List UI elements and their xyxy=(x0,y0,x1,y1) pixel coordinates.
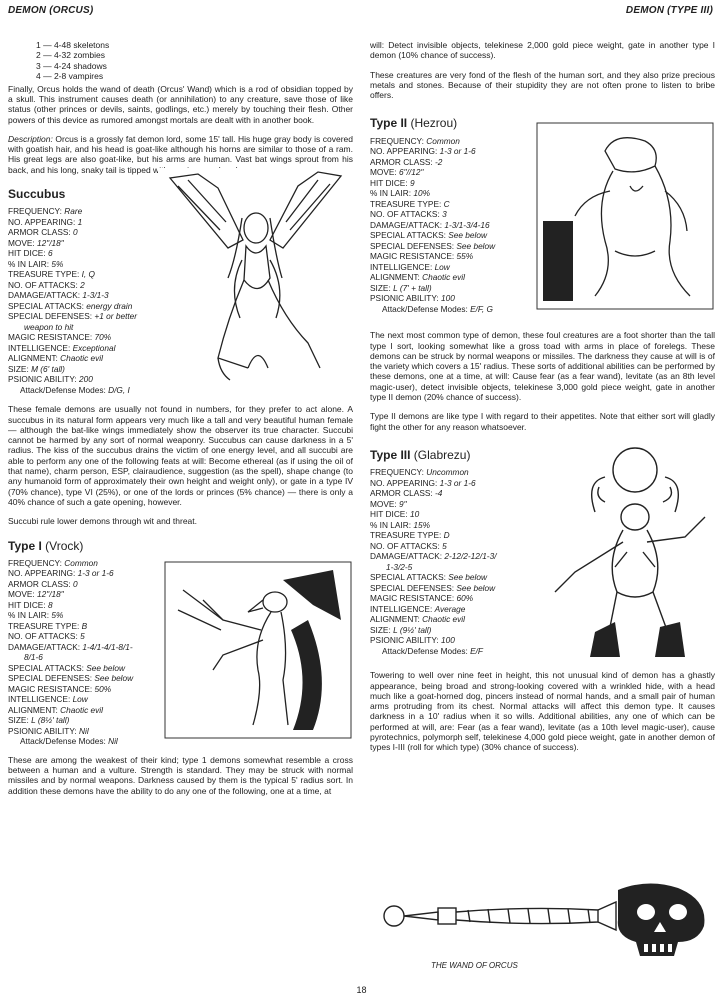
stat-value: 9 xyxy=(409,177,415,188)
stat-value: 60% xyxy=(456,593,474,604)
stat-label: NO. APPEARING: xyxy=(8,216,78,227)
stat-value: 8 xyxy=(47,599,53,610)
type2-name: (Hezrou) xyxy=(410,116,458,131)
description-label: Description: xyxy=(8,133,53,144)
stat-value: 6 xyxy=(47,248,53,259)
stat-label: NO. APPEARING: xyxy=(8,568,78,579)
stat-label: TREASURE TYPE: xyxy=(370,530,444,541)
stat-value: 0 xyxy=(73,227,78,238)
stat-label: TREASURE TYPE: xyxy=(370,198,444,209)
glabrezu-illustration xyxy=(535,442,715,662)
stat-label: FREQUENCY: xyxy=(370,135,427,146)
stat-label: SPECIAL ATTACKS: xyxy=(370,230,449,241)
stat-value: 100 xyxy=(441,293,455,304)
stat-value: 10% xyxy=(413,188,430,199)
stat-label: NO. APPEARING: xyxy=(370,146,440,157)
stat-label: INTELLIGENCE: xyxy=(8,342,73,353)
stat-label: ARMOR CLASS: xyxy=(370,156,436,167)
stat-label: ALIGNMENT: xyxy=(8,353,61,364)
stat-label: MAGIC RESISTANCE: xyxy=(370,593,457,604)
stat-label: MOVE: xyxy=(8,237,38,248)
type2-paragraph-2: Type II demons are like type I with regard to their appetites. Note that either sort will gladly fight the other for any reason whatsoever. xyxy=(370,411,715,432)
stat-label: SPECIAL ATTACKS: xyxy=(8,662,87,673)
stat-label: NO. APPEARING: xyxy=(370,477,440,488)
page-number: 18 xyxy=(356,985,367,995)
stat-value: 1-3/1-3/4-16 xyxy=(444,219,490,230)
stat-label: INTELLIGENCE: xyxy=(8,694,73,705)
stat-value: 1-3 or 1-6 xyxy=(439,477,476,488)
stat-value: D/G, I xyxy=(108,384,130,395)
stat-value: 50% xyxy=(94,683,112,694)
stat-value: 12"/18" xyxy=(37,237,64,248)
stat-value: Average xyxy=(434,603,466,614)
stat-label: SPECIAL DEFENSES: xyxy=(370,582,457,593)
stat-label: Attack/Defense Modes: xyxy=(20,736,109,747)
stat-label: NO. OF ATTACKS: xyxy=(8,279,81,290)
stat-label: NO. OF ATTACKS: xyxy=(370,540,443,551)
stat-value: 8/1-6 xyxy=(24,652,43,663)
stat-value: 1-3/1-3 xyxy=(82,290,109,301)
list-item: 4 — 2-8 vampires xyxy=(36,71,104,82)
succubus-heading: Succubus xyxy=(8,187,66,201)
stat-value: Chaotic evil xyxy=(422,614,465,625)
stat-label: ALIGNMENT: xyxy=(370,614,423,625)
wand-paragraph: Finally, Orcus holds the wand of death (Orcus' Wand) which is a rod of obsidian topped by a skull. This instrument causes death (or annihilation) to any creature, save those of like status (other princes or devils, saints, godlings, etc.) merely by touching their flesh. Other powers of this device as rumored amongst mortals are dealt with in another book. xyxy=(8,83,353,125)
type3-block xyxy=(370,467,715,656)
stat-label: SIZE: xyxy=(370,282,394,293)
type3-title: Type III xyxy=(370,447,411,462)
stat-value: 2-12/2-12/1-3/ xyxy=(444,551,497,562)
stat-value: 15% xyxy=(413,519,430,530)
stat-label: PSIONIC ABILITY: xyxy=(370,635,442,646)
stat-value: 5 xyxy=(442,540,447,551)
stat-value: Chaotic evil xyxy=(422,272,465,283)
type2-title: Type II xyxy=(370,116,408,131)
stat-value: Common xyxy=(64,557,98,568)
stat-value: -2 xyxy=(435,156,443,167)
stat-value: B xyxy=(81,620,88,631)
stat-value: Uncommon xyxy=(426,467,469,478)
stat-value: 1-3 or 1-6 xyxy=(439,146,476,157)
left-column xyxy=(8,40,353,805)
stat-value: See below xyxy=(448,572,487,583)
undead-dice-list xyxy=(36,40,353,82)
stat-label: PSIONIC ABILITY: xyxy=(8,374,80,385)
stat-label: SPECIAL DEFENSES: xyxy=(370,240,457,251)
stat-label: SIZE: xyxy=(8,715,32,726)
list-item: 3 — 4-24 shadows xyxy=(36,60,107,71)
list-item: 2 — 4-32 zombies xyxy=(36,50,105,61)
type1-block xyxy=(8,558,353,747)
stat-value: Chaotic evil xyxy=(60,353,103,364)
stat-label: % IN LAIR: xyxy=(370,519,414,530)
stat-value: 5% xyxy=(51,610,64,621)
stat-value: E/F, G xyxy=(470,303,493,314)
succubus-illustration xyxy=(158,168,353,393)
stat-label: Attack/Defense Modes: xyxy=(382,303,471,314)
stat-label: DAMAGE/ATTACK: xyxy=(370,551,445,562)
stat-label: SPECIAL DEFENSES: xyxy=(8,311,95,322)
stat-label: FREQUENCY: xyxy=(370,467,427,478)
stat-value: 9" xyxy=(399,498,407,509)
stat-value: -4 xyxy=(435,488,443,499)
stat-value: energy drain xyxy=(86,300,133,311)
vrock-illustration xyxy=(163,560,353,740)
stat-label: TREASURE TYPE: xyxy=(8,620,82,631)
stat-value: See below xyxy=(86,662,125,673)
stat-label: DAMAGE/ATTACK: xyxy=(370,219,445,230)
stat-value: Low xyxy=(72,694,88,705)
stat-label: SIZE: xyxy=(8,363,32,374)
type3-paragraph-1: Towering to well over nine feet in height, this not unusual kind of demon has a ghastly appearance, being broad and strong-looking covered with a wrinkled hide, with a head much like a goat-horned dog, pincers instead of normal hands, and a small pair of human arms protruding from its chest. Normal attacks will affect this demon type. It causes darkness in a 10' radius when it so wills. Additional abilities, any one of which can be performed at will, are: Fear (as a fear wand), levitate (as a 10th level magic-user), cause pyrotechnics, polymorph self, telekinese 4,000 gold piece weight, gate in another demon of types I-III (roll for which type) (30% chance of success). xyxy=(370,670,715,753)
stat-label: HIT DICE: xyxy=(370,177,410,188)
stat-value: L (9½' tall) xyxy=(393,624,432,635)
stat-value: I, Q xyxy=(81,269,95,280)
stat-value: 1-3 or 1-6 xyxy=(77,568,114,579)
stat-label: NO. OF ATTACKS: xyxy=(8,631,81,642)
succubus-paragraph-2: Succubi rule lower demons through wit and threat. xyxy=(8,516,197,527)
stat-label: NO. OF ATTACKS: xyxy=(370,209,443,220)
stat-label: DAMAGE/ATTACK: xyxy=(8,641,83,652)
stat-label: SPECIAL ATTACKS: xyxy=(370,572,449,583)
stat-label: PSIONIC ABILITY: xyxy=(8,725,80,736)
stat-value: Chaotic evil xyxy=(60,704,103,715)
stat-label: INTELLIGENCE: xyxy=(370,603,435,614)
stat-label: MOVE: xyxy=(8,589,38,600)
stat-label: HIT DICE: xyxy=(370,509,410,520)
stat-label: INTELLIGENCE: xyxy=(370,261,435,272)
stat-value: 55% xyxy=(456,251,474,262)
running-header-right: DEMON (TYPE III) xyxy=(625,5,713,16)
stat-value: 5 xyxy=(80,631,85,642)
stat-value: See below xyxy=(456,582,496,593)
type1-continuation: will: Detect invisible objects, telekinese 2,000 gold piece weight, gate in another type I demon (10% chance of success). xyxy=(370,40,715,61)
stat-value: See below xyxy=(94,673,134,684)
stat-label: ARMOR CLASS: xyxy=(370,488,436,499)
stat-label: % IN LAIR: xyxy=(8,258,52,269)
succubus-block xyxy=(8,206,353,395)
stat-label: % IN LAIR: xyxy=(8,610,52,621)
stat-label: HIT DICE: xyxy=(8,599,48,610)
stat-value: C xyxy=(443,198,450,209)
stat-label: DAMAGE/ATTACK: xyxy=(8,290,83,301)
stat-label: SIZE: xyxy=(370,624,394,635)
stat-value: M (6' tall) xyxy=(31,363,65,374)
stat-value: 5% xyxy=(51,258,64,269)
flesh-paragraph: These creatures are very fond of the flesh of the human sort, and they also prize precious metals and stones. Because of their stupidity they are not often prone to listen to bribe offers. xyxy=(370,69,715,101)
stat-value: 12"/18" xyxy=(37,589,64,600)
stat-value: See below xyxy=(448,230,487,241)
stat-value: Exceptional xyxy=(72,342,116,353)
stat-label: FREQUENCY: xyxy=(8,557,65,568)
stat-label: % IN LAIR: xyxy=(370,188,414,199)
type1-heading xyxy=(8,538,353,553)
stat-value: Nil xyxy=(108,736,118,747)
type1-paragraph-1: These are among the weakest of their kind; type 1 demons somewhat resemble a cross between a human and a vulture. Strength is standard. They may be struck with normal missiles and by normal weapons. Darkness caused by them is the typical 5' radius sort. In addition these demons have the ability to do any one of the following, one at a time, at xyxy=(8,754,353,796)
stat-label: SPECIAL ATTACKS: xyxy=(8,300,87,311)
stat-label: MOVE: xyxy=(370,167,400,178)
type2-block xyxy=(370,136,715,315)
list-item: 1 — 4-48 skeletons xyxy=(36,40,110,50)
stat-value: L (7' + tall) xyxy=(393,282,432,293)
stat-label: MOVE: xyxy=(370,498,400,509)
stat-label: ALIGNMENT: xyxy=(8,704,61,715)
stat-value: 3 xyxy=(442,209,447,220)
stat-value: Rare xyxy=(64,206,83,217)
stat-value: 100 xyxy=(441,635,455,646)
stat-label: Attack/Defense Modes: xyxy=(20,384,109,395)
stat-value: L (8½' tall) xyxy=(31,715,70,726)
stat-value: Low xyxy=(434,261,450,272)
stat-value: See below xyxy=(456,240,496,251)
stat-value: 1 xyxy=(77,216,83,227)
right-column xyxy=(370,40,715,762)
stat-label: ARMOR CLASS: xyxy=(8,578,74,589)
stat-value: Common xyxy=(426,135,460,146)
succubus-paragraph-1: These female demons are usually not found in numbers, for they prefer to act alone. A succubus in its natural form appears very much like a tall and very beautiful human female — although the bat-like wings immediately show the observer its true character. Succubi cannot be harmed by any sort of normal weaponry. Succubus can cause darkness in a 5' radius. The kiss of the succubus drains the victim of one energy level, and all succubi are able to perform any one of the following feats at will: Become ethereal (as if using the oil of that name), charm person, ESP, clairaudience, suggestion (as the spell), shape change (to any humanoid form of approximately their own height and weight only), or gate in a type IV (70% chance), type VI (25%), or one of the lords or princes (5% chance) — there is only a 40% chance of such a gate opening, however. xyxy=(8,404,353,507)
stat-value: 70% xyxy=(94,332,112,343)
stat-value: +1 or better xyxy=(94,311,138,322)
stat-value: E/F xyxy=(470,645,484,656)
stat-value: 2 xyxy=(80,279,85,290)
stat-label: ARMOR CLASS: xyxy=(8,227,74,238)
stat-label: PSIONIC ABILITY: xyxy=(370,293,442,304)
type2-paragraph-1: The next most common type of demon, these foul creatures are a foot shorter than the tall type I sort, looking somewhat like a gross toad with arms in place of forelegs. These demons can be struck by normal weapons or missiles. The darkness they cause at will is of the variety which covers a 15' radius. These sorts of additional abilities can be performed by these demons, one at a time, at will: Cause fear (as a fear wand), levitate (as an 8th level magic-user), detect invisible objects, telekinese 3,000 gold piece weight, gate in another type II demon (20% chance of success). xyxy=(370,330,715,403)
wand-caption: THE WAND OF ORCUS xyxy=(431,961,518,970)
stat-label: SPECIAL DEFENSES: xyxy=(8,673,95,684)
type3-name: (Glabrezu) xyxy=(413,447,471,462)
stat-value: 1-4/1-4/1-8/1- xyxy=(82,641,133,652)
stat-label: MAGIC RESISTANCE: xyxy=(370,251,457,262)
stat-value: 10 xyxy=(409,509,420,520)
stat-label: FREQUENCY: xyxy=(8,206,65,217)
stat-value: 6"//12" xyxy=(399,167,424,178)
stat-value: 0 xyxy=(73,578,78,589)
hezrou-illustration xyxy=(535,121,715,311)
stat-value: 200 xyxy=(79,374,93,385)
running-header-left: DEMON (ORCUS) xyxy=(8,5,94,16)
stat-label: Attack/Defense Modes: xyxy=(382,645,471,656)
stat-label: HIT DICE: xyxy=(8,248,48,259)
stat-value: D xyxy=(443,530,450,541)
stat-label: MAGIC RESISTANCE: xyxy=(8,332,95,343)
stat-label: MAGIC RESISTANCE: xyxy=(8,683,95,694)
stat-label: TREASURE TYPE: xyxy=(8,269,82,280)
stat-value: 1-3/2-5 xyxy=(386,561,413,572)
stat-label: ALIGNMENT: xyxy=(370,272,423,283)
description-text: Orcus is a grossly fat demon lord, some 15' tall. His huge gray body is covered with goatish hair, and his head is goat-like although his horns are similar to those of a ram. His great legs are also goat-like, but his arms are human. Vast bat wings sprout from his back, and his long, snaky tail is tipped with a poisonous head. xyxy=(8,133,353,175)
stat-value: Nil xyxy=(79,725,89,736)
type1-title: Type I xyxy=(8,538,42,553)
wand-of-orcus-illustration xyxy=(378,880,718,960)
stat-value: weapon to hit xyxy=(24,321,74,332)
type1-name: (Vrock) xyxy=(45,538,84,553)
